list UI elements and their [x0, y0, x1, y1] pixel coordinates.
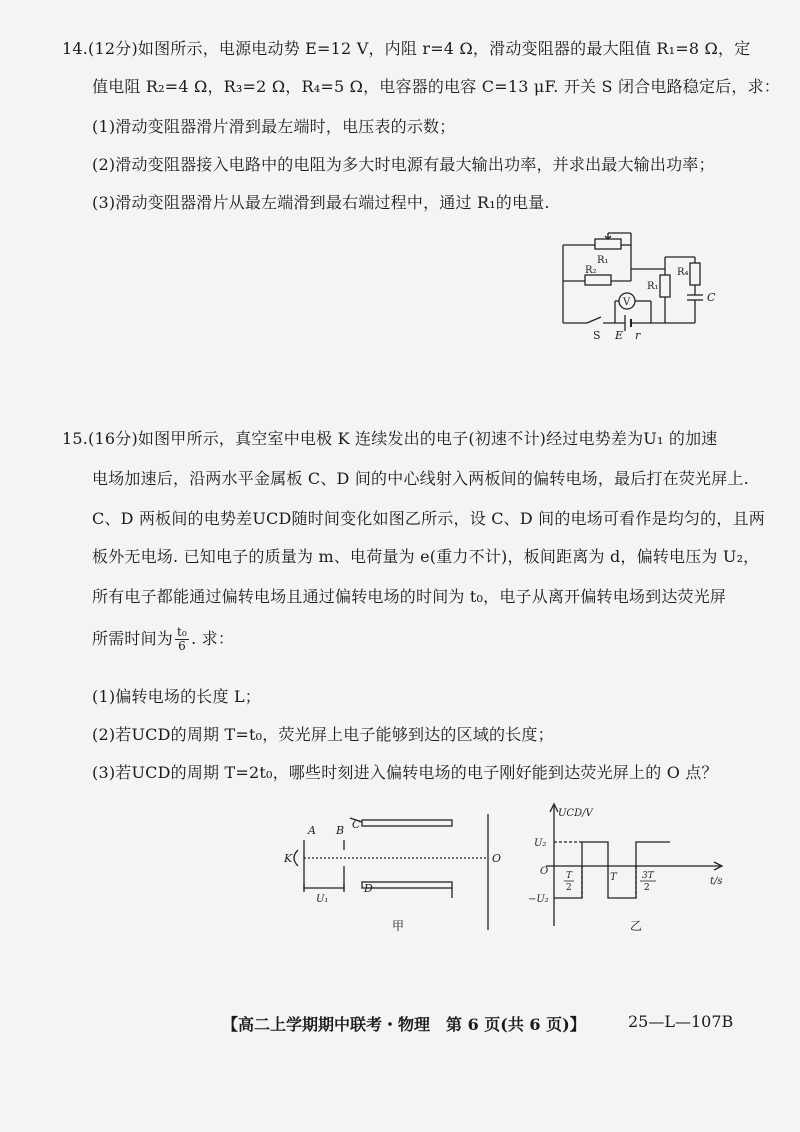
tick-T-half-den: 2: [566, 883, 572, 893]
label-voltmeter: V: [623, 297, 631, 308]
y-axis-label: UCD/V: [558, 808, 593, 819]
q15-line-2: 电场加速后，沿两水平金属板 C、D 间的中心线射入两板间的偏转电场，最后打在荧光屏上.: [92, 469, 749, 488]
q15-line-3: C、D 两板间的电势差UCD随时间变化如图乙所示，设 C、D 间的电场可看作是均匀的，且两: [92, 509, 765, 528]
circuit-diagram: [555, 225, 725, 345]
q15-line-4: 板外无电场. 已知电子的质量为 m、电荷量为 e(重力不计)，板间距离为 d，偏转电压为 U₂，: [92, 547, 760, 566]
label-U1: U₁: [316, 894, 329, 905]
footer-code: 25—L—107B: [628, 1012, 734, 1031]
label-B: B: [336, 824, 345, 837]
q15-line-1: 15.(16分)如图甲所示，真空室中电极 K 连续发出的电子(初速不计)经过电势差为U₁ 的加速: [62, 429, 718, 448]
caption-jia: 甲: [392, 919, 405, 933]
label-C: C: [352, 818, 361, 831]
label-r2: R₂: [585, 265, 597, 276]
tick-3T-half-num: 3T: [642, 871, 654, 881]
tick-U2: U₂: [534, 838, 547, 849]
q15-line-6: [92, 626, 234, 653]
label-D: D: [364, 882, 373, 895]
label-r1: R₁: [647, 281, 659, 292]
footer-title: 【高二上学期期中联考・物理 第 6 页(共 6 页)】: [222, 1015, 586, 1034]
q15-sub-1: (1)偏转电场的长度 L；: [92, 687, 261, 706]
q15-line-6-post: . 求：: [191, 629, 235, 648]
caption-yi: 乙: [630, 919, 643, 933]
figure-a-apparatus: [280, 810, 510, 940]
origin-label: O: [540, 866, 549, 877]
figure-b-voltage-graph: [520, 800, 740, 940]
q15-sub-2: (2)若UCD的周期 T=t₀，荧光屏上电子能够到达的区域的长度；: [92, 725, 554, 744]
fraction-t0-over-6: [175, 626, 189, 653]
label-c: C: [707, 291, 716, 304]
tick-T-half-num: T: [566, 871, 573, 881]
r1-resistor: [595, 239, 621, 249]
frac-numerator: t₀: [177, 625, 188, 639]
label-O: O: [492, 852, 502, 865]
label-emf: E: [615, 329, 624, 342]
q14-sub-3: (3)滑动变阻器滑片从最左端滑到最右端过程中，通过 R₁的电量.: [92, 193, 550, 212]
tick-neg-U2: −U₂: [528, 894, 549, 905]
q15-line-6-pre: 所需时间为: [92, 629, 174, 648]
tick-3T-half-den: 2: [644, 883, 650, 893]
frac-denominator: 6: [178, 639, 186, 653]
q14-sub-2: (2)滑动变阻器接入电路中的电阻为多大时电源有最大输出功率，并求出最大输出功率；: [92, 155, 715, 174]
q15-sub-3: (3)若UCD的周期 T=2t₀，哪些时刻进入偏转电场的电子刚好能到达荧光屏上的 O 点？: [92, 763, 718, 782]
q15-line-5: 所有电子都能通过偏转电场且通过偏转电场的时间为 t₀，电子从离开偏转电场到达荧光屏: [92, 587, 727, 606]
label-K: K: [284, 852, 293, 865]
q14-line-1: 14.(12分)如图所示，电源电动势 E=12 V，内阻 r=4 Ω，滑动变阻器的最大阻值 R₁=8 Ω，定: [62, 39, 751, 58]
label-switch: S: [593, 329, 601, 342]
label-r: r: [635, 329, 641, 342]
r2-resistor: [585, 275, 611, 285]
tick-T: T: [610, 872, 617, 883]
label-r4: R₄: [677, 267, 689, 278]
label-A: A: [308, 824, 316, 837]
q14-sub-1: (1)滑动变阻器滑片滑到最左端时，电压表的示数；: [92, 117, 456, 136]
x-axis-label: t/s: [710, 876, 723, 887]
label-r1-top: R₁: [597, 255, 609, 266]
q14-line-2: 值电阻 R₂=4 Ω，R₃=2 Ω，R₄=5 Ω，电容器的电容 C=13 μF. 开关 S 闭合电路稳定后，求：: [92, 77, 780, 96]
